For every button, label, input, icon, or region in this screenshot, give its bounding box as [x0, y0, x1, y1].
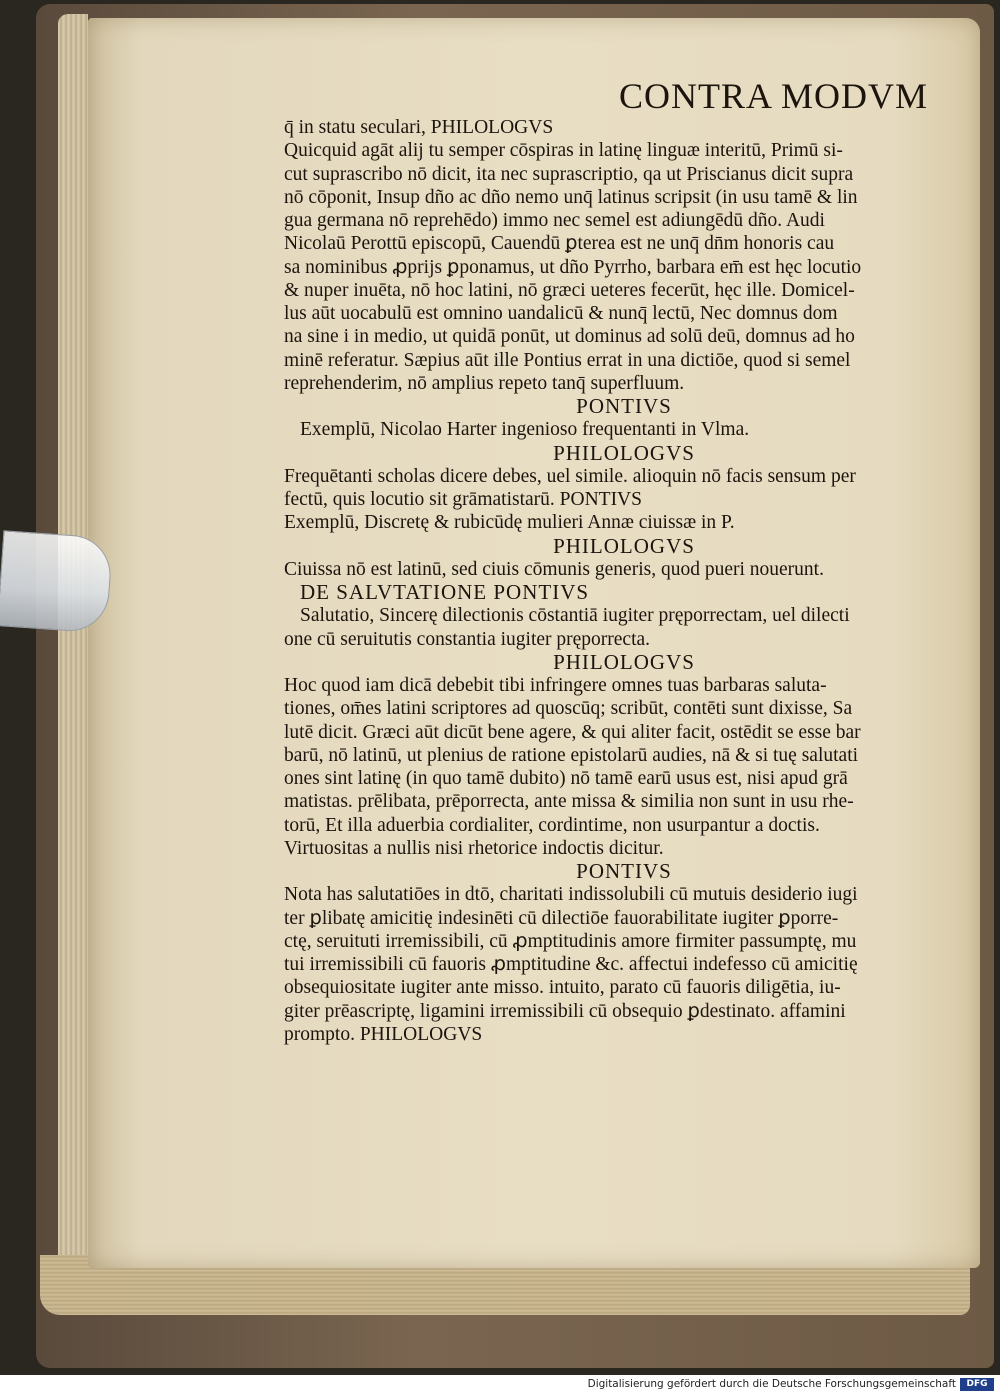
text-line: matistas. prēlibata, prēporrecta, ante missa & similia non sunt in usu rhe- — [284, 791, 854, 813]
text-line: PHILOLOGVS — [553, 649, 695, 674]
page-edges-left — [58, 14, 88, 1284]
text-line: reprehenderim, nō amplius repeto tanq̄ superfluum. — [284, 372, 685, 394]
text-lines — [284, 116, 964, 1046]
text-line: minē referatur. Sæpius aūt ille Pontius errat in una dictiōe, quod si semel — [284, 349, 851, 371]
text-line: ones sint latinę (in quo tamē dubito) nō tamē earū usus est, nisi apud grā — [284, 768, 848, 789]
text-line: Hoc quod iam dicā debebit tibi infringere omnes tuas barbaras saluta- — [284, 675, 827, 696]
text-line: DE SALVTATIONE PONTIVS — [300, 580, 590, 604]
text-line: gua germana nō reprehēdo) immo nec semel est adiungēdū dño. Audi — [284, 210, 825, 231]
text-line: Exemplū, Nicolao Harter ingenioso frequentanti in Vlma. — [300, 419, 750, 441]
dfg-logo-icon: DFG — [960, 1378, 994, 1391]
footer-credit: Digitalisierung gefördert durch die Deutsche Forschungsgemeinschaft — [587, 1378, 956, 1390]
text-line: giter prēascriptę, ligamini irremissibili cū obsequio ꝑdestinato. affamini — [284, 1000, 846, 1022]
page-title: CONTRA MODVM — [618, 76, 928, 116]
text-line: sa nominibus ꝓprijs ꝑponamus, ut dño Pyrrho, barbara em̄ est hęc locutio — [284, 256, 862, 278]
text-line: one cū seruitutis constantia iugiter pręporrecta. — [284, 628, 651, 650]
text-line: Nota has salutatiōes in dtō, charitati indissolubili cū mutuis desiderio iugi — [284, 884, 858, 906]
text-line: & nuper inuēta, nō hoc latini, nō græci ueteres fecerūt, hęc ille. Domicel- — [284, 279, 855, 301]
page-text — [284, 76, 964, 1046]
text-line: ctę, seruituti irremissibili, cū ꝓmptitudinis amore firmiter passumptę, mu — [284, 930, 857, 952]
text-line: cut suprascribo nō dicit, ita nec suprascriptio, qa ut Priscianus dicit supra — [284, 163, 854, 185]
bookmark-strip — [0, 530, 113, 633]
text-line: Frequētanti scholas dicere debes, uel simile. alioquin nō facis sensum per — [284, 465, 856, 487]
text-line: PONTIVS — [576, 394, 672, 418]
text-line: q̄ in statu seculari, PHILOLOGVS — [284, 117, 554, 138]
text-line: Salutatio, Sincerę dilectionis cōstantiā iugiter pręporrectam, uel dilecti — [300, 605, 850, 627]
text-line: PONTIVS — [576, 859, 672, 883]
text-line: torū, Et illa aduerbia cordialiter, cordintime, non usurpantur a doctis. — [284, 814, 820, 836]
text-line: Quicquid agāt alij tu semper cōspiras in latinę linguæ interitū, Primū si- — [284, 140, 843, 162]
text-line: ter ꝑlibatę amicitię indesinēti cū dilectiōe fauorabilitate iugiter ꝑporre- — [284, 907, 839, 929]
text-line: tiones, om̄es latini scriptores ad quoscūq; scribūt, contēti sunt dixisse, Sa — [284, 698, 853, 720]
text-line: tui irremissibili cū fauoris ꝓmptitudine &c. affectui indefesso cū amicitię — [284, 954, 858, 975]
text-line: Ciuissa nō est latinū, sed ciuis cōmunis generis, quod pueri nouerunt. — [284, 558, 824, 580]
footer-bar — [0, 1375, 1000, 1394]
text-line: PHILOLOGVS — [553, 533, 695, 558]
text-line: na sine i in medio, ut quidā ponūt, ut dominus ad solū deū, domnus ad ho — [284, 326, 855, 348]
text-line: fectū, quis locutio sit grāmatistarū. PONTIVS — [284, 489, 642, 510]
text-line: nō cōponit, Insup dño ac dño nemo unq̄ latinus scripsit (in usu tamē & lin — [284, 186, 858, 208]
text-line: obsequiositate iugiter ante misso. intuito, parato cū fauoris diligētia, iu- — [284, 977, 841, 999]
text-line: barū, nō latinū, ut plenius de ratione epistolarū audies, nā & si tuę salutati — [284, 744, 859, 766]
text-line: Nicolaū Perottū episcopū, Cauendū ꝑterea est ne unq̄ dn̄m honoris cau — [284, 233, 835, 255]
text-line: Exemplū, Discretę & rubicūdę mulieri Annæ ciuissæ in P. — [284, 512, 735, 534]
text-line: prompto. PHILOLOGVS — [284, 1023, 483, 1045]
text-line: lutē dicit. Græci aūt dicūt bene agere, & qui aliter facit, ostēdit se esse bar — [284, 721, 861, 743]
text-line: lus aūt uocabulū est omnino uandalicū & nunq̄ lectū, Nec domnus dom — [284, 303, 838, 324]
text-line: Virtuositas a nullis nisi rhetorice indoctis dicitur. — [284, 837, 664, 859]
text-line: PHILOLOGVS — [553, 440, 695, 465]
